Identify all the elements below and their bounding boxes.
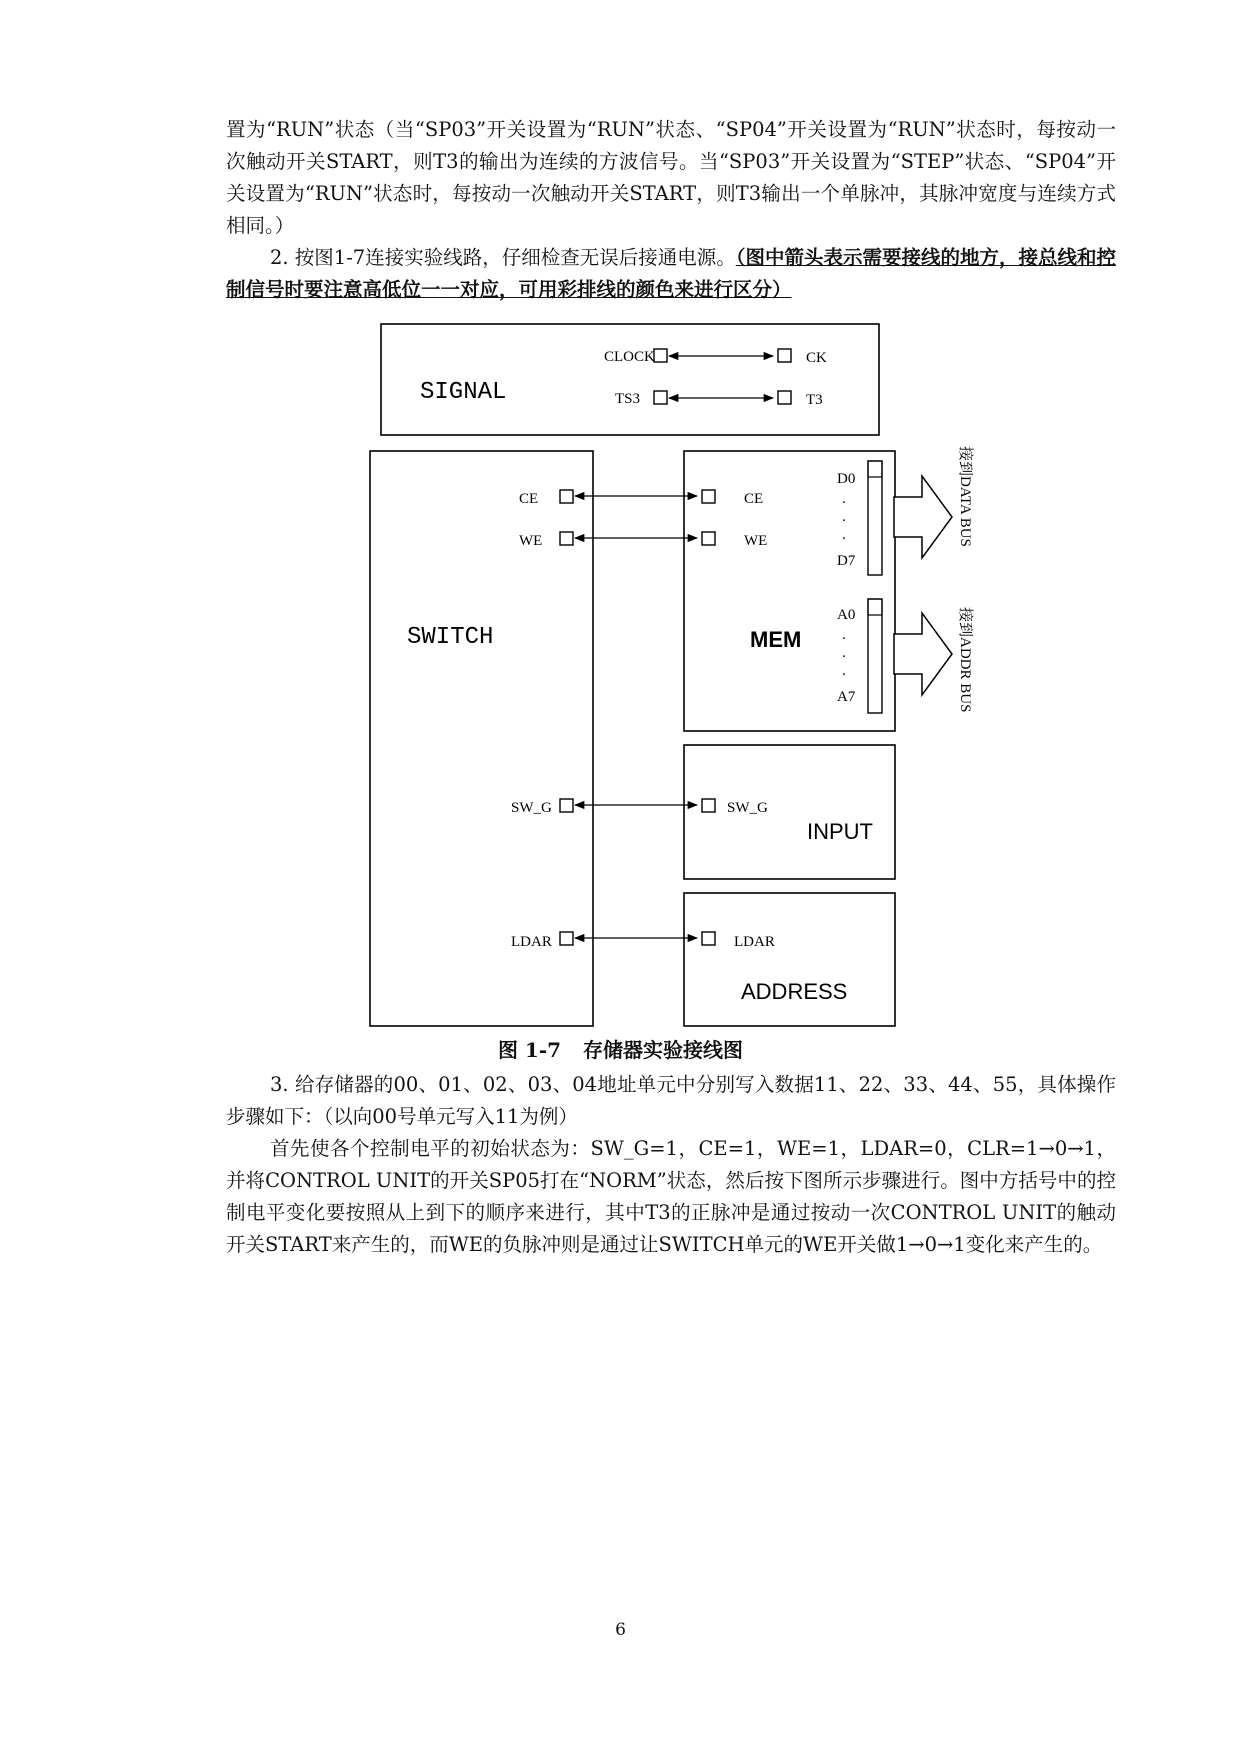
signal-ck-port (778, 349, 791, 362)
mem-addr-dot-1: . (842, 627, 846, 643)
figure-number: 图 1-7 (497, 1038, 562, 1062)
mem-d0-label: D0 (837, 471, 856, 487)
address-ldar-port (702, 932, 715, 945)
mem-data-dot-1: . (842, 491, 846, 507)
mem-addr-dot-3: . (842, 663, 846, 679)
mem-data-dot-2: . (842, 509, 846, 525)
signal-ck-label: CK (806, 350, 827, 366)
address-ldar-label: LDAR (734, 934, 775, 950)
mem-data-dot-3: . (842, 527, 846, 543)
paragraph-1-text: 置为“RUN”状态（当“SP03”开关设置为“RUN”状态、“SP04”开关设置为“RUN”状态时，每按动一次触动开关START，则T3的输出为连续的方波信号。当“SP03”开关设置为“STEP”状态、“SP04”开关设置为“RUN”状态时，每按动一次触动开关START，则T3输出一个单脉冲，其脉冲宽度与连续方式相同。） (226, 118, 1116, 237)
switch-ce-port (560, 490, 573, 503)
page-number: 6 (615, 1620, 626, 1640)
figure-caption (0, 1036, 1241, 1064)
switch-title: SWITCH (407, 624, 494, 651)
switch-ce-label: CE (519, 491, 539, 507)
mem-data-pin (868, 461, 882, 477)
figure-title: 存储器实验接线图 (583, 1038, 744, 1062)
switch-ldar-port (560, 932, 573, 945)
switch-ldar-label: LDAR (511, 934, 552, 950)
mem-data-connector (868, 461, 882, 575)
signal-t3-label: T3 (806, 392, 823, 408)
signal-t3-port (778, 391, 791, 404)
address-box (684, 893, 895, 1026)
addr-bus-label: 接到ADDR BUS (957, 607, 973, 713)
signal-ts3-port (654, 391, 667, 404)
signal-clock-label: CLOCK (604, 349, 655, 365)
mem-ce-label: CE (744, 491, 764, 507)
paragraph-2-emphasis: （图中箭头表示需要接线的地方，接总线和控制信号时要注意高低位一一对应，可用彩排线的颜色来进行区分） (226, 246, 1116, 301)
switch-we-port (560, 532, 573, 545)
mem-title: MEM (750, 627, 802, 652)
paragraph-4 (226, 1133, 1116, 1261)
switch-swg-port (560, 799, 573, 812)
input-swg-port (702, 799, 715, 812)
mem-d7-label: D7 (837, 553, 856, 569)
signal-ts3-label: TS3 (615, 391, 641, 407)
signal-title: SIGNAL (420, 379, 507, 406)
paragraph-3 (226, 1069, 1116, 1133)
input-swg-label: SW_G (727, 800, 768, 816)
mem-a0-label: A0 (837, 607, 856, 623)
paragraph-4-text: 首先使各个控制电平的初始状态为：SW_G=1，CE=1，WE=1，LDAR=0，CLR=1→0→1，并将CONTROL UNIT的开关SP05打在“NORM”状态，然后按下图所示步骤进行。图中方括号中的控制电平变化要按照从上到下的顺序来进行，其中T3的正脉冲是通过按动一次CONTROL UNIT的触动开关START来产生的，而WE的负脉冲则是通过让SWITCH单元的WE开关做1→0→1变化来产生的。 (226, 1137, 1116, 1256)
addr-bus-arrow (894, 613, 952, 695)
mem-a7-label: A7 (837, 689, 856, 705)
mem-addr-connector (868, 599, 882, 713)
mem-addr-pin (868, 599, 882, 615)
input-title: INPUT (807, 819, 873, 844)
data-bus-label: 接到DATA BUS (957, 446, 973, 547)
mem-we-port (702, 532, 715, 545)
mem-addr-dot-2: . (842, 645, 846, 661)
switch-swg-label: SW_G (511, 800, 552, 816)
signal-clock-port (654, 349, 667, 362)
address-title: ADDRESS (741, 979, 848, 1004)
mem-ce-port (702, 490, 715, 503)
switch-we-label: WE (519, 533, 543, 549)
paragraph-3-text: 3. 给存储器的00、01、02、03、04地址单元中分别写入数据11、22、33、44、55，具体操作步骤如下：（以向00号单元写入11为例） (226, 1073, 1116, 1128)
data-bus-arrow (894, 476, 952, 558)
mem-we-label: WE (744, 533, 768, 549)
paragraph-2-text: 2. 按图1-7连接实验线路，仔细检查无误后接通电源。 (270, 246, 736, 269)
